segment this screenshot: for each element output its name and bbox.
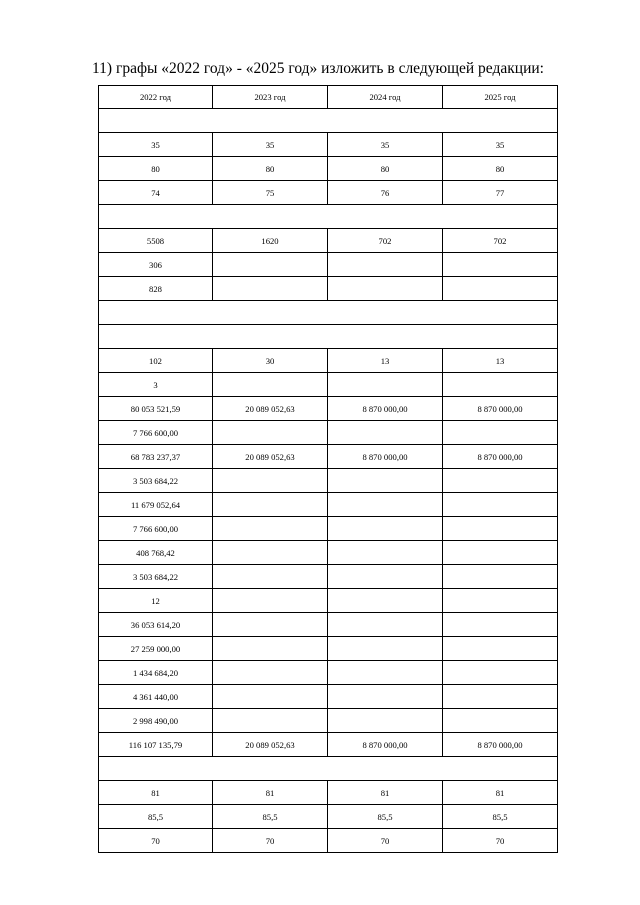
table-cell: 36 053 614,20 xyxy=(99,613,213,637)
table-cell: 5508 xyxy=(99,229,213,253)
table-cell: 13 xyxy=(443,349,558,373)
table-cell: 116 107 135,79 xyxy=(99,733,213,757)
table-cell: 8 870 000,00 xyxy=(443,445,558,469)
table-cell: 408 768,42 xyxy=(99,541,213,565)
table-cell: 702 xyxy=(443,229,558,253)
table-cell: 80 xyxy=(443,157,558,181)
table-body xyxy=(99,86,558,853)
table-row xyxy=(99,253,558,277)
table-section-row xyxy=(99,301,558,325)
table-cell xyxy=(213,565,328,589)
table-cell: 20 089 052,63 xyxy=(213,445,328,469)
table-cell: 306 xyxy=(99,253,213,277)
table-section-cell xyxy=(99,109,558,133)
table-cell xyxy=(213,253,328,277)
table-cell: 1620 xyxy=(213,229,328,253)
table-cell xyxy=(213,277,328,301)
table-cell: 76 xyxy=(328,181,443,205)
table-cell xyxy=(328,613,443,637)
column-header: 2025 год xyxy=(443,86,558,109)
table-section-cell xyxy=(99,301,558,325)
table-row xyxy=(99,733,558,757)
table-cell: 68 783 237,37 xyxy=(99,445,213,469)
table-cell: 27 259 000,00 xyxy=(99,637,213,661)
table-cell: 80 xyxy=(328,157,443,181)
table-section-cell xyxy=(99,205,558,229)
table-cell xyxy=(213,637,328,661)
table-cell xyxy=(328,685,443,709)
table-cell xyxy=(443,613,558,637)
table-cell: 8 870 000,00 xyxy=(328,445,443,469)
table-row xyxy=(99,133,558,157)
table-cell xyxy=(213,685,328,709)
table-cell: 35 xyxy=(328,133,443,157)
table-cell xyxy=(328,373,443,397)
table-cell: 75 xyxy=(213,181,328,205)
table-cell xyxy=(328,637,443,661)
table-row xyxy=(99,709,558,733)
table-cell: 85,5 xyxy=(99,805,213,829)
table-row xyxy=(99,229,558,253)
table-cell: 70 xyxy=(443,829,558,853)
table-cell xyxy=(213,541,328,565)
table-cell: 7 766 600,00 xyxy=(99,517,213,541)
table-row xyxy=(99,685,558,709)
table-cell xyxy=(328,421,443,445)
table-cell xyxy=(328,277,443,301)
table-cell: 3 503 684,22 xyxy=(99,469,213,493)
table-row xyxy=(99,805,558,829)
table-cell xyxy=(328,517,443,541)
column-header: 2022 год xyxy=(99,86,213,109)
table-cell xyxy=(213,589,328,613)
table-cell: 20 089 052,63 xyxy=(213,397,328,421)
table-cell: 8 870 000,00 xyxy=(443,733,558,757)
table-row xyxy=(99,349,558,373)
table-row xyxy=(99,565,558,589)
table-cell: 3 xyxy=(99,373,213,397)
table-row xyxy=(99,781,558,805)
table-cell: 80 xyxy=(99,157,213,181)
table-cell: 8 870 000,00 xyxy=(328,733,443,757)
table-cell: 77 xyxy=(443,181,558,205)
table-cell xyxy=(443,541,558,565)
table-cell xyxy=(328,589,443,613)
table-cell xyxy=(443,661,558,685)
table-cell xyxy=(213,493,328,517)
table-cell: 702 xyxy=(328,229,443,253)
table-row xyxy=(99,637,558,661)
table-cell xyxy=(328,709,443,733)
table-cell xyxy=(213,613,328,637)
table-cell xyxy=(213,661,328,685)
table-cell: 85,5 xyxy=(443,805,558,829)
table-cell xyxy=(213,709,328,733)
table-cell: 35 xyxy=(213,133,328,157)
table-row xyxy=(99,181,558,205)
table-cell: 74 xyxy=(99,181,213,205)
table-cell: 13 xyxy=(328,349,443,373)
table-cell: 8 870 000,00 xyxy=(328,397,443,421)
table-cell: 102 xyxy=(99,349,213,373)
table-cell xyxy=(213,421,328,445)
table-cell: 81 xyxy=(213,781,328,805)
table-row xyxy=(99,517,558,541)
table-cell xyxy=(328,493,443,517)
column-header: 2023 год xyxy=(213,86,328,109)
table-cell xyxy=(328,469,443,493)
table-cell xyxy=(213,373,328,397)
table-row xyxy=(99,589,558,613)
column-header: 2024 год xyxy=(328,86,443,109)
table-row xyxy=(99,157,558,181)
table-cell: 30 xyxy=(213,349,328,373)
table-section-row xyxy=(99,205,558,229)
table-cell: 80 xyxy=(213,157,328,181)
table-cell xyxy=(443,517,558,541)
table-cell: 80 053 521,59 xyxy=(99,397,213,421)
table-header-row xyxy=(99,86,558,109)
table-cell: 11 679 052,64 xyxy=(99,493,213,517)
table-cell: 81 xyxy=(443,781,558,805)
table-row xyxy=(99,373,558,397)
document-heading: 11) графы «2022 год» - «2025 год» изложить в следующей редакции: xyxy=(92,60,544,77)
table-cell: 35 xyxy=(99,133,213,157)
table-cell xyxy=(443,421,558,445)
table-section-row xyxy=(99,109,558,133)
table-cell: 70 xyxy=(213,829,328,853)
table-section-row xyxy=(99,325,558,349)
table-row xyxy=(99,445,558,469)
table-row xyxy=(99,661,558,685)
table-cell xyxy=(213,469,328,493)
table-cell xyxy=(443,373,558,397)
table-row xyxy=(99,469,558,493)
table-cell: 81 xyxy=(328,781,443,805)
table-cell: 70 xyxy=(99,829,213,853)
table-cell: 7 766 600,00 xyxy=(99,421,213,445)
table-cell xyxy=(443,253,558,277)
table-cell: 20 089 052,63 xyxy=(213,733,328,757)
table-cell: 12 xyxy=(99,589,213,613)
table-row xyxy=(99,613,558,637)
table-cell xyxy=(443,709,558,733)
table-cell: 3 503 684,22 xyxy=(99,565,213,589)
data-table xyxy=(98,85,558,853)
table-cell: 85,5 xyxy=(213,805,328,829)
table-cell: 70 xyxy=(328,829,443,853)
table-row xyxy=(99,277,558,301)
table-cell xyxy=(443,277,558,301)
table-section-cell xyxy=(99,757,558,781)
table-cell xyxy=(328,253,443,277)
table-cell: 85,5 xyxy=(328,805,443,829)
table-row xyxy=(99,421,558,445)
table-cell xyxy=(443,637,558,661)
table-cell xyxy=(328,541,443,565)
table-cell xyxy=(443,589,558,613)
table-cell xyxy=(443,469,558,493)
table-row xyxy=(99,829,558,853)
table-cell: 2 998 490,00 xyxy=(99,709,213,733)
table-cell: 828 xyxy=(99,277,213,301)
table-row xyxy=(99,397,558,421)
table-row xyxy=(99,493,558,517)
table-cell: 35 xyxy=(443,133,558,157)
table-section-cell xyxy=(99,325,558,349)
table-cell xyxy=(213,517,328,541)
table-cell: 81 xyxy=(99,781,213,805)
table-cell: 8 870 000,00 xyxy=(443,397,558,421)
table-cell xyxy=(328,565,443,589)
table-section-row xyxy=(99,757,558,781)
table-cell: 1 434 684,20 xyxy=(99,661,213,685)
table-cell xyxy=(443,685,558,709)
table-row xyxy=(99,541,558,565)
table-cell xyxy=(443,493,558,517)
table-cell: 4 361 440,00 xyxy=(99,685,213,709)
table-cell xyxy=(328,661,443,685)
table-cell xyxy=(443,565,558,589)
